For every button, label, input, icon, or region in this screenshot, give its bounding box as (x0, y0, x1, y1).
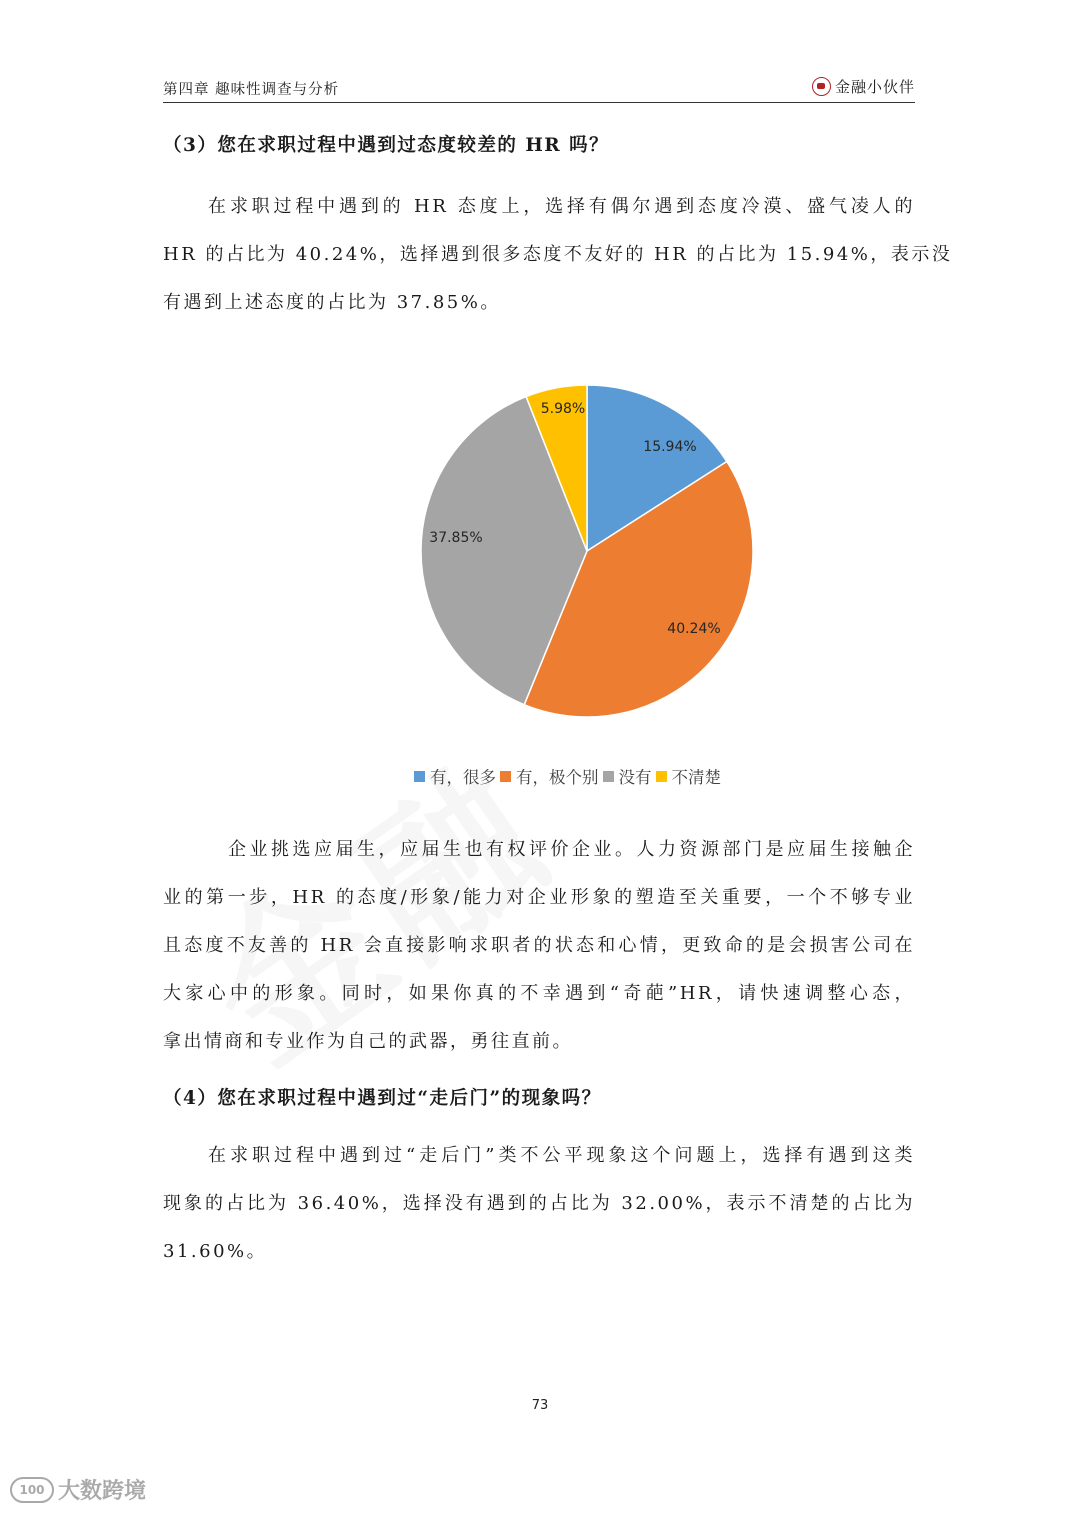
pie-data-label: 15.94% (643, 439, 697, 455)
legend-label: 没有 (618, 768, 652, 787)
section4-heading: （4）您在求职过程中遇到过“走后门”的现象吗？ (163, 1088, 602, 1109)
chart-legend (414, 764, 725, 788)
paragraph-line: 在求职过程中遇到的 HR 态度上，选择有偶尔遇到态度冷漠、盛气凌人的 (208, 196, 915, 217)
legend-item (603, 764, 652, 788)
chapter-title: 第四章 趣味性调查与分析 (163, 82, 340, 98)
legend-item (414, 764, 496, 788)
page-number: 73 (531, 1398, 549, 1413)
legend-swatch (656, 771, 667, 782)
commentary-paragraph (163, 826, 915, 1066)
paragraph-line: 企业挑选应届生，应届生也有权评价企业。人力资源部门是应届生接触企 (228, 839, 915, 860)
section3-heading: （3）您在求职过程中遇到过态度较差的 HR 吗？ (163, 135, 610, 156)
paragraph-line: 业的第一步，HR 的态度/形象/能力对企业形象的塑造至关重要，一个不够专业 (163, 887, 915, 908)
pie-data-label: 37.85% (429, 530, 483, 546)
legend-item (500, 764, 599, 788)
legend-swatch (500, 771, 511, 782)
legend-swatch (603, 771, 614, 782)
legend-label: 有，很多 (430, 768, 496, 787)
section4-paragraph (163, 1132, 915, 1276)
paragraph-line: 在求职过程中遇到过“走后门”类不公平现象这个问题上，选择有遇到这类 (208, 1145, 915, 1166)
legend-label: 不清楚 (671, 768, 721, 787)
paragraph-line: 现象的占比为 36.40%，选择没有遇到的占比为 32.00%，表示不清楚的占比为 (163, 1193, 915, 1214)
brand-name: 金融小伙伴 (834, 78, 915, 96)
paragraph-line: HR 的占比为 40.24%，选择遇到很多态度不友好的 HR 的占比为 15.94%，表示没 (163, 244, 953, 265)
legend-item (656, 764, 722, 788)
paragraph-line: 大家心中的形象。同时，如果你真的不幸遇到“奇葩”HR，请快速调整心态， (163, 983, 915, 1004)
footer-brand (10, 1474, 146, 1505)
paragraph-line: 且态度不友善的 HR 会直接影响求职者的状态和心情，更致命的是会损害公司在 (163, 935, 915, 956)
legend-swatch (414, 771, 425, 782)
paragraph-line: 有遇到上述态度的占比为 37.85%。 (163, 292, 501, 313)
paragraph-line: 31.60%。 (163, 1241, 268, 1262)
footer-brand-name: 大数跨境 (58, 1479, 147, 1504)
pie-data-label: 40.24% (667, 621, 721, 637)
legend-label: 有，极个别 (516, 768, 599, 787)
footer-logo-icon: 100 (10, 1477, 54, 1503)
paragraph-line: 拿出情商和专业作为自己的武器，勇往直前。 (163, 1031, 573, 1052)
pie-data-label: 5.98% (540, 401, 586, 417)
